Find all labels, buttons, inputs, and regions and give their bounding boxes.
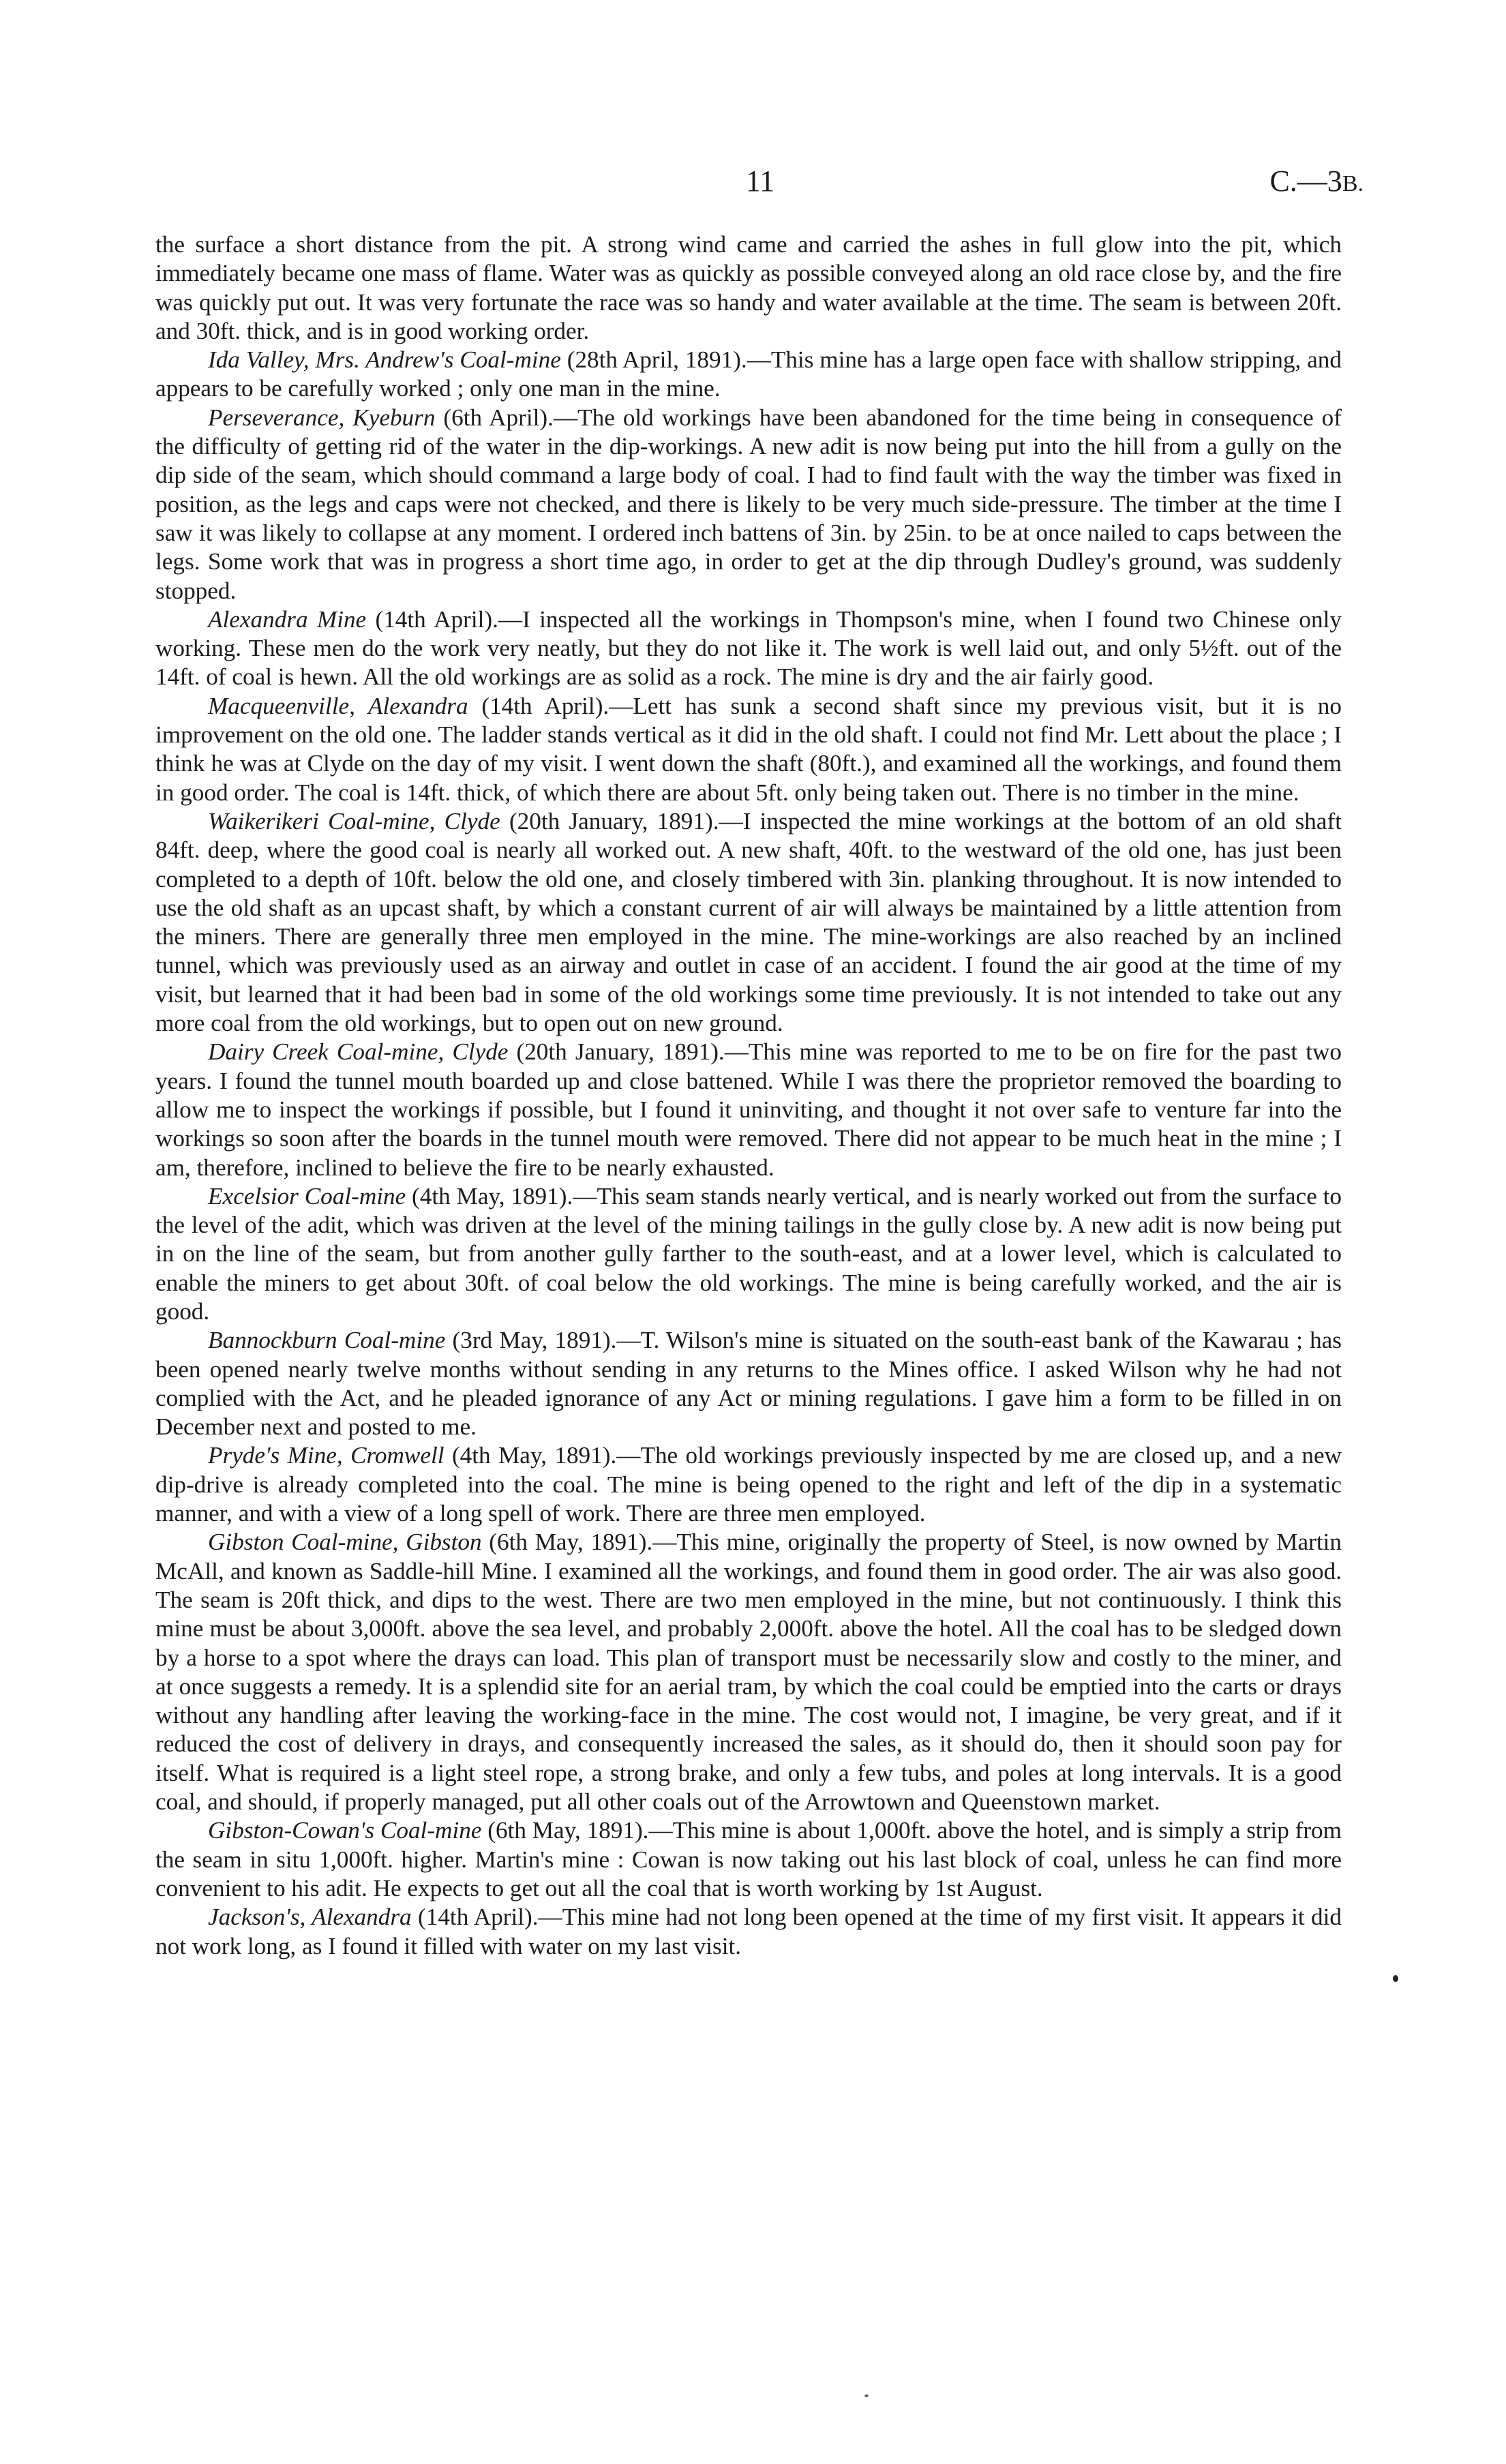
paragraph-text: —I inspected all the workings in Thompson's mine, when I found two Chinese only working. These men do the work very neatly, but they do not like it. The work is well laid out, and only 5½ft. out of the 14ft. of coal is hewn. All the old workings are as solid as a rock. The mine is dry and the air fairly good. (155, 605, 1342, 691)
mine-date: (14th April). (411, 1904, 539, 1931)
mine-date: (6th May, 1891). (481, 1817, 649, 1844)
paragraph-perseverance (155, 404, 1342, 605)
paragraph-excelsior (155, 1182, 1342, 1326)
paragraph-text: —Lett has sunk a second shaft since my previous visit, but it is no improvement on the old one. The ladder stands vertical as it did in the old shaft. I could not find Mr. Lett about the place ; I think he was at Clyde on the day of my visit. I went down the shaft (80ft.), and examined all the workings, and found them in good order. The coal is 14ft. thick, of which there are about 5ft. only being taken out. There is no timber in the mine. (155, 692, 1342, 806)
mine-title: Ida Valley, Mrs. Andrew's Coal-mine (208, 346, 561, 374)
paragraph-text: the surface a short distance from the pit. A strong wind came and carried the ashes in full glow into the pit, which immediately became one mass of flame. Water was as quickly as possible conveyed along an old race close by, and the fire was quickly put out. It was very fortunate the race was so handy and water available at the time. The seam is between 20ft. and 30ft. thick, and is in good working order. (155, 231, 1342, 344)
document-code-suffix: B. (1342, 171, 1364, 196)
mine-date: (6th May, 1891). (481, 1529, 653, 1556)
paragraph-text: —This mine has a large open face with shallow stripping, and appears to be carefully worked ; only one man in the mine. (155, 346, 1342, 402)
paragraph-waikerikeri (155, 807, 1342, 1038)
paragraph-gibston (155, 1528, 1342, 1816)
mine-date: (14th April). (468, 692, 609, 719)
paragraph-text: —T. Wilson's mine is situated on the south-east bank of the Kawarau ; has been opened nearly twelve months without sending in any returns to the Mines office. I asked Wilson why he had not complied with the Act, and he pleaded ignorance of any Act or mining regulations. I gave him a form to be filled in on December next and posted to me. (155, 1327, 1342, 1441)
paragraph-text: —This mine is about 1,000ft. above the hotel, and is simply a strip from the seam in situ 1,000ft. higher. Martin's mine : Cowan is now taking out his last block of coal, unless he can find more convenient to his adit. He expects to get out all the coal that is worth working by 1st August. (155, 1817, 1342, 1902)
mine-title: Gibston-Cowan's Coal-mine (208, 1817, 482, 1844)
margin-ink-mark (1393, 1975, 1398, 1982)
mine-title: Gibston Coal-mine, Gibston (208, 1529, 482, 1556)
page-number: 11 (745, 164, 775, 198)
mine-date: (3rd May, 1891). (445, 1327, 617, 1354)
mine-date: (4th May, 1891). (406, 1182, 573, 1210)
mine-date: (14th April). (366, 605, 498, 633)
paragraph-text: —I inspected the mine workings at the bottom of an old shaft 84ft. deep, where the good coal is nearly all worked out. A new shaft, 40ft. to the westward of the old one, has just been completed to a depth of 10ft. below the old one, and closely timbered with 3in. planking throughout. It is now intended to use the old shaft as an upcast shaft, by which a constant current of air will always be maintained by a little attention from the miners. There are generally three men employed in the mine. The mine-workings are also reached by an inclined tunnel, which was previously used as an airway and outlet in case of an accident. I found the air good at the time of my visit, but learned that it had been bad in some of the old workings some time previously. It is not intended to take out any more coal from the old workings, but to open out on new ground. (155, 807, 1342, 1037)
paragraph-text: —The old workings previously inspected by me are closed up, and a new dip-drive is already completed into the coal. The mine is being opened to the right and left of the dip in a systematic manner, and with a view of a long spell of work. There are three men employed. (155, 1442, 1342, 1527)
mine-date: (20th January, 1891). (508, 1038, 725, 1066)
paragraph-jacksons (155, 1903, 1342, 1961)
paragraph-text: —This mine had not long been opened at the time of my first visit. It appears it did not work long, as I found it filled with water on my last visit. (155, 1904, 1342, 1959)
paragraph-bannockburn (155, 1326, 1342, 1441)
paragraph-text: —This mine was reported to me to be on fire for the past two years. I found the tunnel mouth boarded up and close battened. While I was there the proprietor removed the boarding to allow me to inspect the workings if possible, but I found it uninviting, and thought it not over safe to venture far into the workings so soon after the boards in the tunnel mouth were removed. There did not appear to be much heat in the mine ; I am, therefore, inclined to believe the fire to be nearly exhausted. (155, 1038, 1342, 1181)
paragraph-text: —The old workings have been abandoned for the time being in consequence of the difficulty of getting rid of the water in the dip-workings. A new adit is now being put into the hill from a gully on the dip side of the seam, which should command a large body of coal. I had to find fault with the way the timber was fixed in position, as the legs and caps were not checked, and there is likely to be very much side-pressure. The timber at the time I saw it was likely to collapse at any moment. I ordered inch battens of 3in. by 25in. to be at once nailed to caps between the legs. Some work that was in progress a short time ago, in order to get at the dip through Dudley's ground, was suddenly stopped. (155, 404, 1342, 604)
document-code-main: C.—3 (1269, 164, 1342, 198)
mine-date: (6th April). (435, 404, 554, 431)
mine-title: Pryde's Mine, Cromwell (208, 1442, 445, 1469)
mine-title: Bannockburn Coal-mine (208, 1327, 446, 1354)
paragraph-text: —This seam stands nearly vertical, and is nearly worked out from the surface to the level of the adit, which was driven at the level of the mining tailings in the gully close by. A new adit is now being put in on the line of the seam, but from another gully farther to the south-east, and at a lower level, which is calculated to enable the miners to get about 30ft. of coal below the old workings. The mine is being carefully worked, and the air is good. (155, 1182, 1342, 1325)
mine-title: Waikerikeri Coal-mine, Clyde (208, 807, 500, 835)
report-body (155, 230, 1342, 1961)
document-code (1269, 164, 1364, 198)
mine-title: Excelsior Coal-mine (208, 1182, 406, 1210)
paragraph-alexandra-mine (155, 605, 1342, 692)
mine-title: Perseverance, Kyeburn (208, 404, 436, 431)
mine-title: Jackson's, Alexandra (208, 1904, 412, 1931)
mine-date: (4th May, 1891). (444, 1442, 617, 1469)
paragraph-continuation (155, 230, 1342, 346)
mine-date: (28th April, 1891). (560, 346, 747, 374)
mine-title: Dairy Creek Coal-mine, Clyde (208, 1038, 509, 1066)
paragraph-prydes-mine (155, 1441, 1342, 1528)
paragraph-dairy-creek (155, 1038, 1342, 1182)
page-header (157, 164, 1364, 211)
mine-date: (20th January, 1891). (500, 807, 719, 835)
paragraph-ida-valley (155, 346, 1342, 404)
stray-ink-mark (864, 2394, 869, 2397)
paragraph-macqueenville (155, 692, 1342, 807)
paragraph-text: —This mine, originally the property of Steel, is now owned by Martin McAll, and known as Saddle-hill Mine. I examined all the workings, and found them in good order. The air was also good. The seam is 20ft thick, and dips to the west. There are two men employed in the mine, but not continuously. I think this mine must be about 3,000ft. above the sea level, and probably 2,000ft. above the hotel. All the coal has to be sledged down by a horse to a spot where the drays can load. This plan of transport must be necessarily slow and costly to the miner, and at once suggests a remedy. It is a splendid site for an aerial tram, by which the coal could be emptied into the carts or drays without any handling after leaving the working-face in the mine. The cost would not, I imagine, be very great, and if it reduced the cost of delivery in drays, and consequently increased the sales, as it should do, then it should soon pay for itself. What is required is a light steel rope, a strong brake, and only a few tubs, and poles at long intervals. It is a good coal, and should, if properly managed, put all other coals out of the Arrowtown and Queenstown market. (155, 1529, 1342, 1816)
mine-title: Macqueenville, Alexandra (208, 692, 468, 719)
paragraph-gibston-cowan (155, 1816, 1342, 1903)
mine-title: Alexandra Mine (208, 605, 367, 633)
